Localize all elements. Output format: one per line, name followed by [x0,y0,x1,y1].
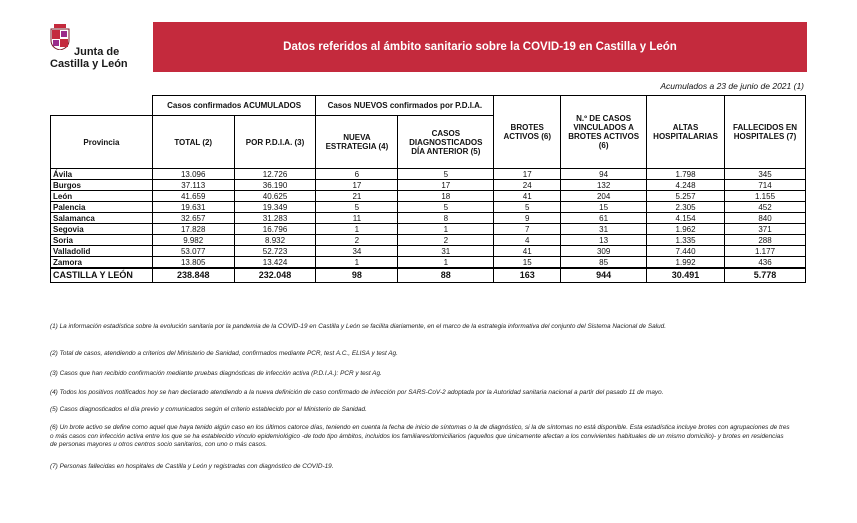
value-cell: 132 [561,180,647,191]
value-cell: 31 [398,246,494,257]
dia-anterior-header: CASOS DIAGNOSTICADOS DÍA ANTERIOR (5) [398,116,494,169]
value-cell: 37.113 [152,180,234,191]
value-cell: 6 [316,169,398,180]
value-cell: 15 [494,257,561,269]
value-cell: 1 [398,224,494,235]
value-cell: 18 [398,191,494,202]
value-cell: 8.932 [234,235,316,246]
table-row [51,180,806,191]
covid-data-table [50,95,806,283]
value-cell: 17.828 [152,224,234,235]
total-row [51,268,806,283]
value-cell: 1.992 [647,257,725,269]
footnote-6: (6) Un brote activo se define como aquel que haya tenido algún caso en los últimos catorce días, teniendo en cuenta la fecha de inicio de síntomas o la de diagnóstico, si la de síntomas no está disponible. Esta estadística incluye brotes con agrupaciones de tres o más casos con infección activa entre los que se ha establecido vínculo epidemiológico -de todo tipo ámbitos, incluidos los familiares/domiciliarios (aquellos que únicamente afectan a los convivientes habituales de un mismo domicilio)- y brotes en residencias de personas mayores u otros centros socio sanitarios, con uno o más casos. [50,424,790,448]
value-cell: 16.796 [234,224,316,235]
value-cell: 53.077 [152,246,234,257]
value-cell: 1.155 [725,191,806,202]
value-cell: 41 [494,246,561,257]
value-cell: 19.349 [234,202,316,213]
value-cell: 32.657 [152,213,234,224]
value-cell: 19.631 [152,202,234,213]
value-cell: 12.726 [234,169,316,180]
value-cell: 13.805 [152,257,234,269]
value-cell: 31.283 [234,213,316,224]
province-cell: Burgos [51,180,153,191]
value-cell: 1 [316,224,398,235]
total-label-cell: CASTILLA Y LEÓN [51,268,153,283]
province-cell: Ávila [51,169,153,180]
value-cell: 7 [494,224,561,235]
footnote-7: (7) Personas fallecidas en hospitales de Castilla y León y registradas con diagnóstico de COVID-19. [50,463,334,470]
value-cell: 371 [725,224,806,235]
footnote-3: (3) Casos que han recibido confirmación mediante pruebas diagnósticas de infección activa (P.D.I.A.): PCR y test Ag. [50,370,382,377]
province-cell: Salamanca [51,213,153,224]
value-cell: 41.659 [152,191,234,202]
value-cell: 8 [398,213,494,224]
value-cell: 15 [561,202,647,213]
table-row [51,246,806,257]
value-cell: 2 [398,235,494,246]
province-cell: Palencia [51,202,153,213]
value-cell: 41 [494,191,561,202]
total-value-cell: 238.848 [152,268,234,283]
value-cell: 309 [561,246,647,257]
group-nuevos-header: Casos NUEVOS confirmados por P.D.I.A. [316,96,494,116]
total-value-cell: 5.778 [725,268,806,283]
value-cell: 436 [725,257,806,269]
value-cell: 714 [725,180,806,191]
footnote-2: (2) Total de casos, atendiendo a criterios del Ministerio de Sanidad, confirmados mediante PCR, test A.C., ELISA y test Ag. [50,350,398,357]
footnote-1: (1) La información estadística sobre la evolución sanitaria por la pandemia de la COVID-19 en Castilla y León se facilita diariamente, en el marco de la estrategia informativa del conjunto del Sistema Nacional de Salud. [50,323,666,330]
value-cell: 13 [561,235,647,246]
value-cell: 4.248 [647,180,725,191]
value-cell: 17 [494,169,561,180]
provincia-header: Provincia [51,116,153,169]
value-cell: 61 [561,213,647,224]
value-cell: 40.625 [234,191,316,202]
value-cell: 9.982 [152,235,234,246]
vinculados-header: N.º DE CASOS VINCULADOS A BROTES ACTIVOS (6) [561,96,647,169]
table-row [51,191,806,202]
total-value-cell: 232.048 [234,268,316,283]
value-cell: 17 [398,180,494,191]
value-cell: 11 [316,213,398,224]
value-cell: 5 [398,169,494,180]
table-row [51,235,806,246]
footnote-4: (4) Todos los positivos notificados hoy se han declarado atendiendo a la nueva definición de caso confirmado de infección por SARS-CoV-2 adoptada por la Autoridad sanitaria nacional a partir del pasado 11 de mayo. [50,389,664,396]
value-cell: 13.096 [152,169,234,180]
total-value-cell: 944 [561,268,647,283]
value-cell: 1.962 [647,224,725,235]
province-cell: Valladolid [51,246,153,257]
province-cell: Zamora [51,257,153,269]
value-cell: 31 [561,224,647,235]
table-row [51,257,806,269]
value-cell: 452 [725,202,806,213]
value-cell: 21 [316,191,398,202]
value-cell: 2.305 [647,202,725,213]
brotes-header: BROTES ACTIVOS (6) [494,96,561,169]
fallecidos-header: FALLECIDOS EN HOSPITALES (7) [725,96,806,169]
province-cell: León [51,191,153,202]
blank-header-cell [51,96,153,116]
value-cell: 7.440 [647,246,725,257]
value-cell: 17 [316,180,398,191]
junta-logo [50,24,150,68]
province-cell: Segovia [51,224,153,235]
value-cell: 52.723 [234,246,316,257]
pdia-header: POR P.D.I.A. (3) [234,116,316,169]
table-row [51,169,806,180]
value-cell: 1 [316,257,398,269]
table-body [51,169,806,283]
value-cell: 1.335 [647,235,725,246]
value-cell: 36.190 [234,180,316,191]
value-cell: 34 [316,246,398,257]
value-cell: 5 [398,202,494,213]
value-cell: 94 [561,169,647,180]
dateline: Acumulados a 23 de junio de 2021 (1) [660,81,804,91]
nueva-estrategia-header: NUEVA ESTRATEGIA (4) [316,116,398,169]
value-cell: 204 [561,191,647,202]
total-value-cell: 30.491 [647,268,725,283]
total-value-cell: 88 [398,268,494,283]
table-row [51,224,806,235]
group-acumulados-header: Casos confirmados ACUMULADOS [152,96,316,116]
footnote-5: (5) Casos diagnosticados el día previo y comunicados según el criterio establecido por el Ministerio de Sanidad. [50,406,367,413]
logo-line1: Junta de [74,46,120,58]
value-cell: 24 [494,180,561,191]
value-cell: 5 [494,202,561,213]
value-cell: 1.798 [647,169,725,180]
logo-line2: Castilla y León [50,58,128,70]
value-cell: 13.424 [234,257,316,269]
coat-of-arms-icon [50,24,70,50]
value-cell: 1 [398,257,494,269]
value-cell: 85 [561,257,647,269]
value-cell: 9 [494,213,561,224]
total-header: TOTAL (2) [152,116,234,169]
table-row [51,202,806,213]
total-value-cell: 163 [494,268,561,283]
value-cell: 5 [316,202,398,213]
value-cell: 840 [725,213,806,224]
banner-title: Datos referidos al ámbito sanitario sobre la COVID-19 en Castilla y León [283,41,677,53]
value-cell: 5.257 [647,191,725,202]
value-cell: 288 [725,235,806,246]
total-value-cell: 98 [316,268,398,283]
title-banner [153,22,807,72]
value-cell: 1.177 [725,246,806,257]
altas-header: ALTAS HOSPITALARIAS [647,96,725,169]
value-cell: 4.154 [647,213,725,224]
value-cell: 345 [725,169,806,180]
table-row [51,213,806,224]
value-cell: 4 [494,235,561,246]
province-cell: Soria [51,235,153,246]
value-cell: 2 [316,235,398,246]
